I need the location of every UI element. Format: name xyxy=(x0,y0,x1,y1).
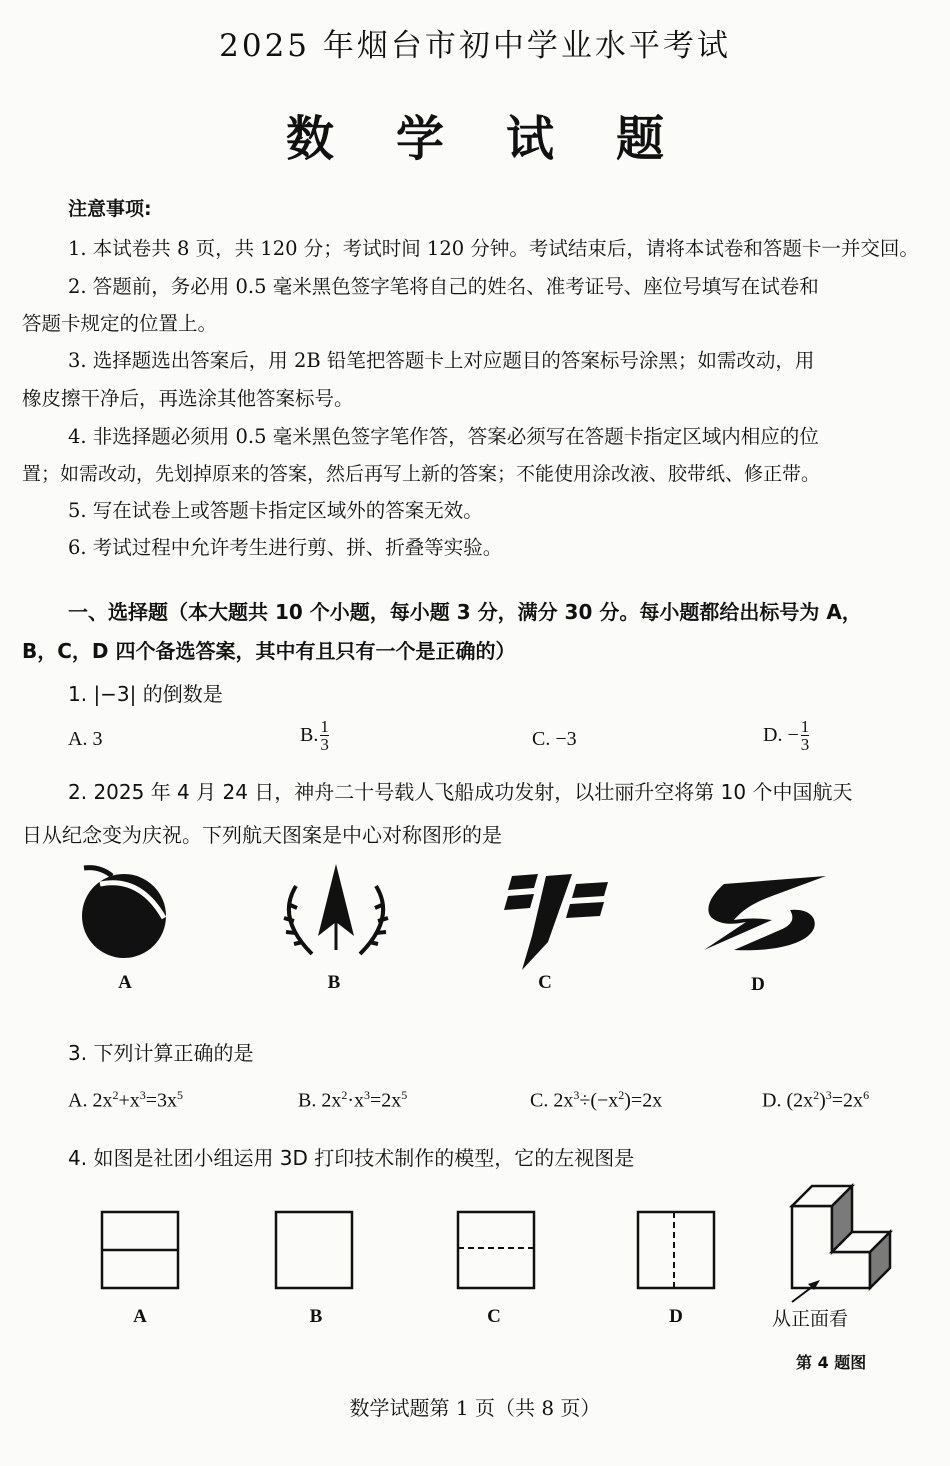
expr-part: D. (2x xyxy=(762,1089,814,1112)
exponent: 2 xyxy=(813,1088,820,1102)
notice-item-3-cont: 橡皮擦干净后，再选涂其他答案标号。 xyxy=(22,387,354,410)
fraction-neg-one-third xyxy=(801,718,810,753)
q2-label-a: A xyxy=(118,972,132,993)
q4-label-b: B xyxy=(309,1306,323,1327)
question-1-stem: 1. |−3| 的倒数是 xyxy=(68,682,223,706)
expr-part: ÷(−x xyxy=(579,1089,619,1112)
subject-title: 数学试题 xyxy=(285,111,726,167)
page-footer: 数学试题第 1 页（共 8 页） xyxy=(349,1396,601,1420)
q4-label-c: C xyxy=(487,1306,501,1327)
expr-part: =2x xyxy=(831,1089,864,1112)
space-logo-d xyxy=(694,874,830,958)
notice-heading: 注意事项: xyxy=(68,198,152,220)
space-logo-c xyxy=(500,866,615,972)
expr-part: +x xyxy=(118,1089,140,1112)
q4-label-d: D xyxy=(669,1306,683,1327)
space-logo-a xyxy=(70,862,180,962)
exponent: 3 xyxy=(825,1088,832,1102)
q4-3d-model xyxy=(770,1176,910,1306)
notice-item-6: 6. 考试过程中允许考生进行剪、拼、折叠等实验。 xyxy=(68,536,503,559)
exponent: 5 xyxy=(177,1088,184,1102)
section-1-line-2: B，C，D 四个备选答案，其中有且只有一个是正确的） xyxy=(22,639,516,663)
expr-part: ) xyxy=(819,1089,826,1112)
q4-label-a: A xyxy=(133,1306,147,1327)
q4-view-b xyxy=(274,1210,356,1292)
exponent: 6 xyxy=(863,1088,870,1102)
question-1-option-d xyxy=(763,718,809,753)
expr-part: A. 2x xyxy=(68,1089,113,1112)
notice-item-1: 1. 本试卷共 8 页，共 120 分；考试时间 120 分钟。考试结束后，请将本试卷和答题卡一并交回。 xyxy=(68,237,919,260)
numerator: 1 xyxy=(800,717,810,736)
exponent: 5 xyxy=(401,1088,408,1102)
section-1-line-1: 一、选择题（本大题共 10 个小题，每小题 3 分，满分 30 分。每小题都给出标号为 A， xyxy=(68,600,862,624)
exponent: 3 xyxy=(573,1088,580,1102)
notice-item-3: 3. 选择题选出答案后，用 2B 铅笔把答题卡上对应题目的答案标号涂黑；如需改动，用 xyxy=(68,349,815,372)
question-1-option-b xyxy=(300,718,329,753)
denominator: 3 xyxy=(800,735,810,754)
notice-item-2-cont: 答题卡规定的位置上。 xyxy=(22,312,218,335)
question-2-line-2: 日从纪念变为庆祝。下列航天图案是中心对称图形的是 xyxy=(22,823,502,847)
space-logo-b xyxy=(272,858,400,962)
option-d-label: D. − xyxy=(763,724,799,746)
question-3-option-b xyxy=(298,1088,407,1113)
q4-view-d xyxy=(636,1210,718,1292)
expr-part: ·x xyxy=(347,1089,365,1112)
exam-title: 2025 年烟台市初中学业水平考试 xyxy=(219,28,731,64)
notice-item-2: 2. 答题前，务必用 0.5 毫米黑色签字笔将自己的姓名、准考证号、座位号填写在试卷和 xyxy=(68,275,819,298)
exponent: 3 xyxy=(364,1088,371,1102)
denominator: 3 xyxy=(320,735,329,754)
expr-part: =3x xyxy=(145,1089,178,1112)
front-view-label: 从正面看 xyxy=(772,1308,849,1330)
q2-label-b: B xyxy=(327,972,341,993)
q4-view-a xyxy=(100,1210,182,1292)
exponent: 2 xyxy=(618,1088,625,1102)
q2-label-d: D xyxy=(751,974,765,995)
exponent: 2 xyxy=(112,1088,119,1102)
expr-part: =2x xyxy=(370,1089,402,1112)
question-1-option-c: C. −3 xyxy=(532,728,577,750)
numerator: 1 xyxy=(320,717,329,736)
exponent: 3 xyxy=(139,1088,146,1102)
option-b-label: B. xyxy=(300,724,319,746)
notice-item-4: 4. 非选择题必须用 0.5 毫米黑色签字笔作答，答案必须写在答题卡指定区域内相应的位 xyxy=(68,425,819,448)
exponent: 2 xyxy=(341,1088,348,1102)
question-3-option-c xyxy=(530,1088,662,1113)
question-2-line-1: 2. 2025 年 4 月 24 日，神舟二十号载人飞船成功发射，以壮丽升空将第 10 个中国航天 xyxy=(68,780,853,804)
question-4-stem: 4. 如图是社团小组运用 3D 打印技术制作的模型，它的左视图是 xyxy=(68,1146,635,1170)
question-3-option-a xyxy=(68,1088,183,1113)
question-1-option-a: A. 3 xyxy=(68,728,103,750)
q4-view-c xyxy=(456,1210,538,1292)
fraction-one-third xyxy=(320,718,329,753)
question-3-option-d xyxy=(762,1088,869,1113)
figure-caption: 第 4 题图 xyxy=(796,1353,867,1372)
question-3-stem: 3. 下列计算正确的是 xyxy=(68,1041,254,1065)
q2-label-c: C xyxy=(538,972,552,993)
expr-part: C. 2x xyxy=(530,1089,574,1112)
expr-part: )=2x xyxy=(624,1089,663,1112)
expr-part: B. 2x xyxy=(298,1089,342,1112)
notice-item-4-cont: 置；如需改动，先划掉原来的答案，然后再写上新的答案；不能使用涂改液、胶带纸、修正带。 xyxy=(22,463,821,485)
notice-item-5: 5. 写在试卷上或答题卡指定区域外的答案无效。 xyxy=(68,499,483,522)
